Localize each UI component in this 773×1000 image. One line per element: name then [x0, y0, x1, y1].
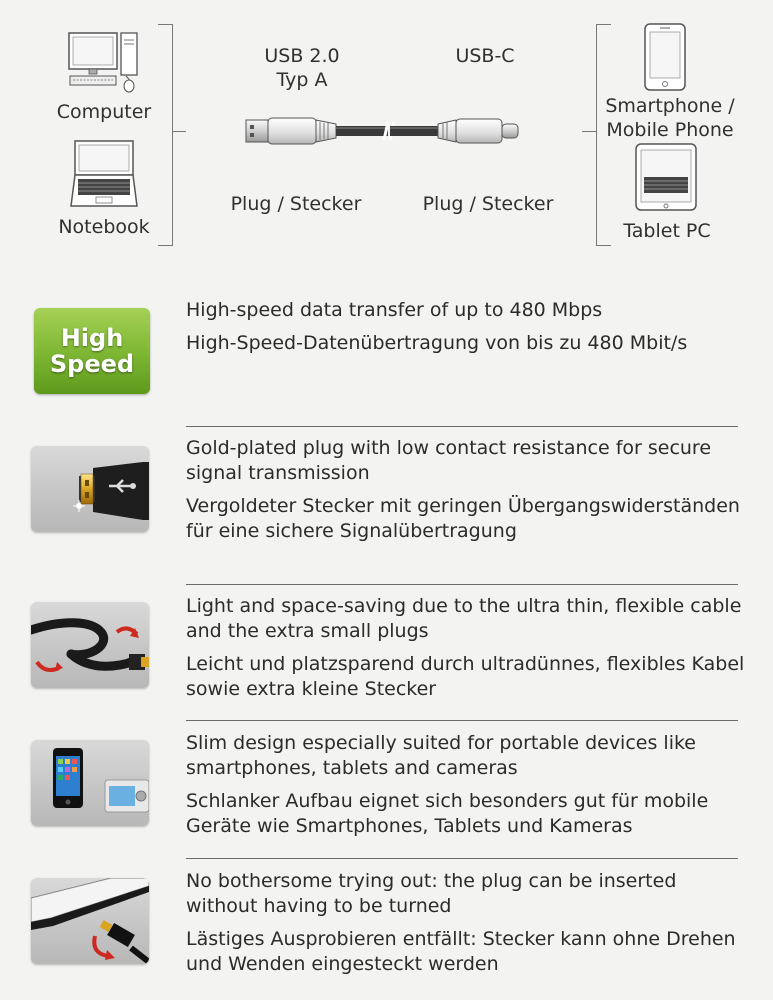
feature-text: [186, 298, 746, 356]
usb-cable-icon: [244, 112, 524, 150]
feature-text-en: No bothersome trying out: the plug can be inserted without having to be turned: [186, 870, 677, 917]
plug-label-usb-a: Plug / Stecker: [230, 193, 362, 215]
feature-text: [186, 869, 746, 977]
badge-line: High: [60, 324, 124, 352]
reversible-plug-icon: [31, 878, 149, 964]
plug-label-usb-c: Plug / Stecker: [422, 193, 554, 215]
feature-text-de: Schlanker Aufbau eignet sich besonders gut für mobile Geräte wie Smartphones, Tablets und Kameras: [186, 790, 709, 837]
bracket-connector-line: [582, 131, 596, 132]
connector-label-usb-a: USB 2.0 Typ A: [264, 45, 340, 91]
high-speed-badge: [34, 308, 150, 394]
smartphone-icon: [643, 22, 687, 92]
feature-text-de: Leicht und platzsparend durch ultradünnes, flexibles Kabel sowie extra kleine Stecker: [186, 653, 745, 700]
flexible-cable-icon: [31, 602, 149, 688]
notebook-icon: [70, 138, 138, 210]
feature-text-en: Slim design especially suited for portable devices like smartphones, tablets and cameras: [186, 732, 696, 779]
divider: [186, 584, 738, 585]
feature-text-de: Vergoldeter Stecker mit geringen Übergangswiderständen für eine sichere Signalübertragung: [186, 495, 740, 542]
connector-label-usb-c: USB-C: [455, 45, 515, 67]
feature-text-de: Lästiges Ausprobieren entfällt: Stecker kann ohne Drehen und Wenden eingesteckt werden: [186, 928, 736, 975]
feature-text: [186, 731, 746, 839]
divider: [186, 720, 738, 721]
device-label-tablet: Tablet PC: [623, 220, 711, 242]
bracket-connector-line: [172, 131, 186, 132]
feature-text-en: Gold-plated plug with low contact resistance for secure signal transmission: [186, 437, 712, 484]
tablet-icon: [634, 142, 698, 212]
divider: [186, 858, 738, 859]
feature-text-de: High-Speed-Datenübertragung von bis zu 480 Mbit/s: [186, 332, 688, 354]
device-label-notebook: Notebook: [58, 216, 150, 238]
divider: [186, 426, 738, 427]
left-bracket: [158, 24, 173, 246]
feature-text: [186, 436, 746, 544]
portable-devices-icon: [31, 740, 149, 826]
feature-text-en: Light and space-saving due to the ultra thin, flexible cable and the extra small plugs: [186, 595, 742, 642]
gold-plug-icon: [31, 446, 149, 532]
feature-text: [186, 594, 746, 702]
feature-text-en: High-speed data transfer of up to 480 Mbps: [186, 299, 603, 321]
device-label-smartphone: Smartphone / Mobile Phone: [605, 95, 735, 141]
computer-icon: [66, 30, 142, 96]
badge-line: Speed: [49, 350, 135, 378]
device-label-computer: Computer: [56, 101, 152, 123]
